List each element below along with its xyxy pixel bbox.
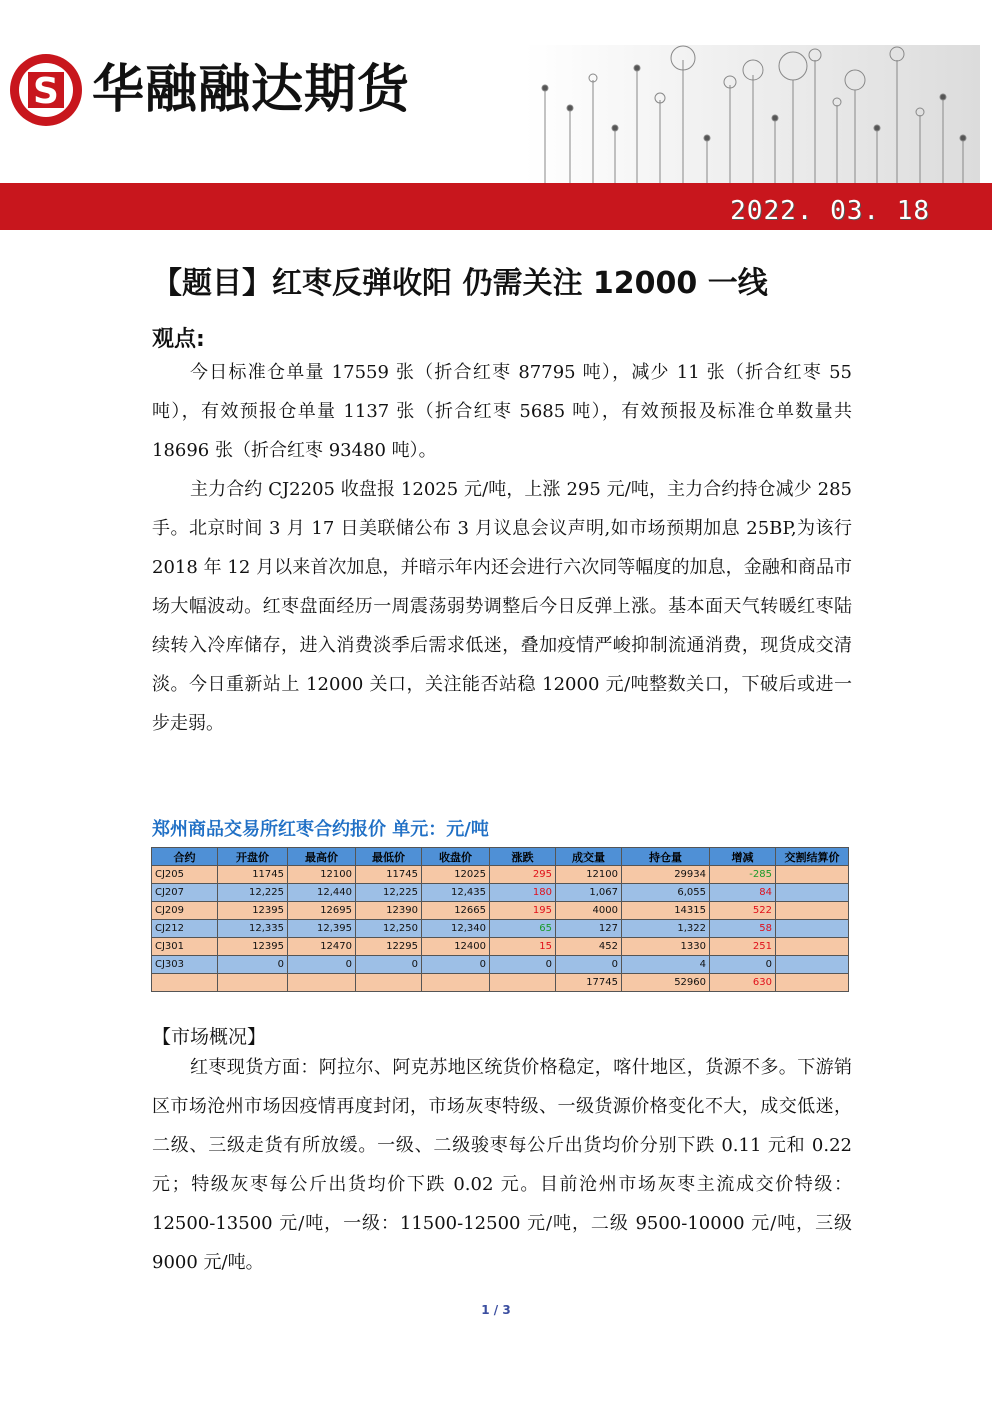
table-cell: 12400 <box>422 938 490 956</box>
table-cell: 195 <box>490 902 556 920</box>
decorative-lollipop-graphic <box>525 30 985 190</box>
table-cell: 452 <box>556 938 622 956</box>
table-cell: 12695 <box>288 902 356 920</box>
table-cell: CJ209 <box>152 902 218 920</box>
logo-glyph: S <box>33 71 59 112</box>
table-cell: 12025 <box>422 866 490 884</box>
table-cell <box>776 938 849 956</box>
quote-table-title: 郑州商品交易所红枣合约报价 单元：元/吨 <box>152 819 489 840</box>
table-cell <box>422 974 490 992</box>
table-cell: CJ207 <box>152 884 218 902</box>
table-cell: 295 <box>490 866 556 884</box>
paragraph-market-analysis: 主力合约 CJ2205 收盘报 12025 元/吨，上涨 295 元/吨，主力合约持仓减少 285 手。北京时间 3 月 17 日美联储公布 3 月议息会议声明,如市场预期加息 25BP,为该行 2018 年 12 月以来首次加息，并暗示年内还会进行六次同等幅度的加息，金融和商品市场大幅波动。红枣盘面经历一周震荡弱势调整后今日反弹上涨。基本面天气转暖红枣陆续转入冷库储存，进入消费淡季后需求低迷，叠加疫情严峻抑制流通消费，现货成交清淡。今日重新站上 12000 关口，关注能否站稳 12000 元/吨整数关口，下破后或进一步走弱。 <box>152 479 852 734</box>
column-header: 最低价 <box>356 848 422 866</box>
table-cell: 127 <box>556 920 622 938</box>
table-cell: 0 <box>356 956 422 974</box>
column-header: 收盘价 <box>422 848 490 866</box>
table-cell <box>356 974 422 992</box>
quote-table <box>151 847 849 992</box>
paragraph-spot-market: 红枣现货方面：阿拉尔、阿克苏地区统货价格稳定，喀什地区，货源不多。下游销区市场沧州市场因疫情再度封闭，市场灰枣特级、一级货源价格变化不大，成交低迷，二级、三级走货有所放缓。一级、二级骏枣每公斤出货均价分别下跌 0.11 元和 0.22 元；特级灰枣每公斤出货均价下跌 0.02 元。目前沧州市场灰枣主流成交价特级：12500-13500 元/吨，一级：11500-12500 元/吨，二级 9500-10000 元/吨，三级 9000 元/吨。 <box>152 1057 852 1273</box>
column-header: 合约 <box>152 848 218 866</box>
table-cell: 12,225 <box>356 884 422 902</box>
company-logo-icon <box>8 52 84 128</box>
table-cell: 1330 <box>622 938 710 956</box>
column-header: 最高价 <box>288 848 356 866</box>
table-cell: 12395 <box>218 902 288 920</box>
table-cell: 12665 <box>422 902 490 920</box>
paragraph-warehouse-receipts: 今日标准仓单量 17559 张（折合红枣 87795 吨），减少 11 张（折合红枣 55 吨），有效预报仓单量 1137 张（折合红枣 5685 吨），有效预报及标准仓单数量共 18696 张（折合红枣 93480 吨）。 <box>152 362 852 461</box>
table-cell: 0 <box>218 956 288 974</box>
table-cell: 1,067 <box>556 884 622 902</box>
market-overview-heading: 【市场概况】 <box>152 1026 267 1048</box>
table-cell: 630 <box>710 974 776 992</box>
report-date: 2022. 03. 18 <box>730 196 930 226</box>
table-cell: 4 <box>622 956 710 974</box>
table-cell: 17745 <box>556 974 622 992</box>
report-header <box>0 0 992 230</box>
table-header-row <box>152 848 849 866</box>
table-cell: 12,250 <box>356 920 422 938</box>
table-cell <box>776 902 849 920</box>
table-cell: CJ212 <box>152 920 218 938</box>
table-cell: 12295 <box>356 938 422 956</box>
table-cell: 11745 <box>356 866 422 884</box>
table-cell: 12,395 <box>288 920 356 938</box>
table-cell: 52960 <box>622 974 710 992</box>
table-cell <box>776 884 849 902</box>
table-cell: 12100 <box>288 866 356 884</box>
table-cell: CJ301 <box>152 938 218 956</box>
table-cell: 522 <box>710 902 776 920</box>
viewpoint-heading: 观点: <box>152 327 205 352</box>
table-cell: 12470 <box>288 938 356 956</box>
table-cell <box>288 974 356 992</box>
table-cell <box>490 974 556 992</box>
brand-name: 华融融达期货 <box>92 60 411 120</box>
column-header: 交割结算价 <box>776 848 849 866</box>
table-cell <box>776 866 849 884</box>
column-header: 涨跌 <box>490 848 556 866</box>
table-cell <box>776 956 849 974</box>
table-cell: 12,225 <box>218 884 288 902</box>
table-cell: 12390 <box>356 902 422 920</box>
quote-table-body <box>152 866 849 992</box>
table-cell <box>218 974 288 992</box>
table-cell: 0 <box>710 956 776 974</box>
table-cell: CJ205 <box>152 866 218 884</box>
column-header: 持仓量 <box>622 848 710 866</box>
table-cell: 58 <box>710 920 776 938</box>
table-cell: 12100 <box>556 866 622 884</box>
table-cell: 11745 <box>218 866 288 884</box>
table-row <box>152 974 849 992</box>
table-cell: 6,055 <box>622 884 710 902</box>
table-cell: CJ303 <box>152 956 218 974</box>
table-cell: 12395 <box>218 938 288 956</box>
table-cell: 29934 <box>622 866 710 884</box>
table-cell: 0 <box>490 956 556 974</box>
table-cell: 12,440 <box>288 884 356 902</box>
table-cell: 0 <box>556 956 622 974</box>
column-header: 开盘价 <box>218 848 288 866</box>
table-cell: 0 <box>422 956 490 974</box>
table-cell: 180 <box>490 884 556 902</box>
table-cell: 12,340 <box>422 920 490 938</box>
column-header: 成交量 <box>556 848 622 866</box>
table-cell <box>776 974 849 992</box>
table-cell: 14315 <box>622 902 710 920</box>
table-cell: 4000 <box>556 902 622 920</box>
table-cell: 15 <box>490 938 556 956</box>
table-cell <box>776 920 849 938</box>
table-row <box>152 902 849 920</box>
table-cell: 84 <box>710 884 776 902</box>
table-row <box>152 956 849 974</box>
table-row <box>152 920 849 938</box>
table-cell: 0 <box>288 956 356 974</box>
column-header: 增减 <box>710 848 776 866</box>
page-indicator: 1 / 3 <box>481 1303 511 1317</box>
table-row <box>152 866 849 884</box>
table-cell: 12,435 <box>422 884 490 902</box>
report-title: 【题目】红枣反弹收阳 仍需关注 12000 一线 <box>152 266 768 301</box>
table-cell <box>152 974 218 992</box>
table-cell: 251 <box>710 938 776 956</box>
table-cell: -285 <box>710 866 776 884</box>
table-cell: 65 <box>490 920 556 938</box>
table-cell: 12,335 <box>218 920 288 938</box>
table-cell: 1,322 <box>622 920 710 938</box>
table-row <box>152 938 849 956</box>
table-row <box>152 884 849 902</box>
